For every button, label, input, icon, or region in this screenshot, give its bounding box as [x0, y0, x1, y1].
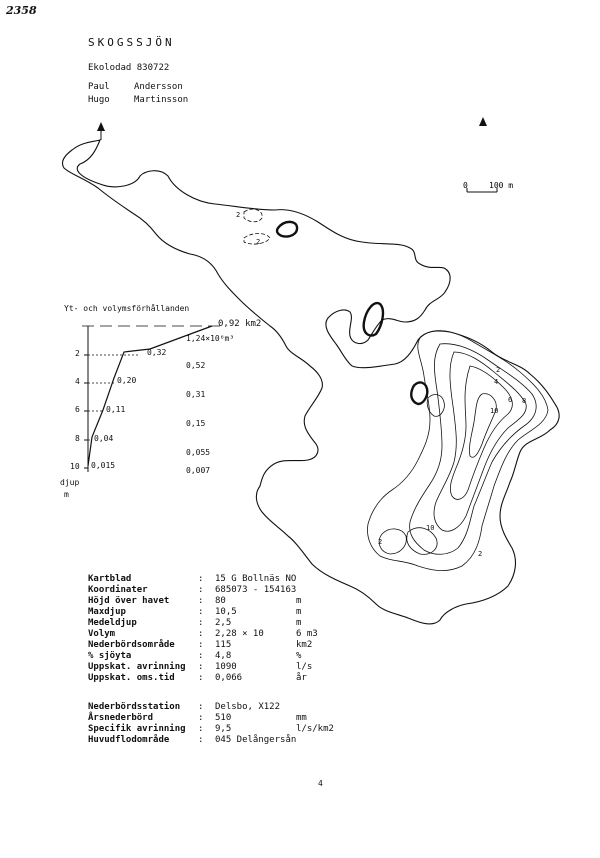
fact-unit: km2	[296, 640, 313, 650]
contour-label: 10	[426, 524, 435, 532]
page-number: 2358	[6, 4, 37, 17]
north-arrow-icon	[479, 117, 487, 126]
precip-value: Delsbo, X122	[215, 702, 281, 712]
fact-unit: m	[296, 607, 302, 617]
depth-contour-6m	[434, 352, 526, 531]
fact-unit: l/s	[296, 662, 313, 672]
volume-label: 0,055	[186, 448, 211, 457]
contour-label: 2	[256, 238, 261, 246]
surveyor-first-name: Hugo	[88, 95, 110, 105]
fact-unit: 6 m3	[296, 629, 318, 639]
precip-key: Specifik avrinning	[88, 724, 186, 734]
axis-label-unit: m	[64, 490, 69, 499]
precip-unit: mm	[296, 713, 307, 723]
contour-label: 2	[496, 366, 501, 374]
precip-value: 510	[215, 713, 232, 723]
precip-key: Huvudflodområde	[88, 735, 170, 745]
surveyor-first-name: Paul	[88, 82, 110, 92]
depth-tick-label: 2	[75, 349, 80, 358]
scale-end-label: 100 m	[489, 181, 514, 190]
volume-label: 1,24×10⁶m³	[186, 334, 235, 343]
depth-contour-2m-south	[379, 529, 406, 554]
contour-label: 4	[494, 378, 499, 386]
precip-value: 9,5	[215, 724, 232, 734]
depth-contour-8m	[450, 366, 512, 499]
depth-contour-10m	[469, 394, 499, 458]
depth-tick-label: 6	[75, 405, 80, 414]
fact-key: Kartblad	[88, 574, 132, 584]
precip-unit: l/s/km2	[296, 724, 334, 734]
survey-date: Ekolodad 830722	[88, 63, 170, 73]
fact-value: 4,8	[215, 651, 232, 661]
fact-key: Koordinater	[88, 585, 148, 595]
area-label: 0,11	[106, 405, 126, 414]
precip-key: Nederbördsstation	[88, 702, 181, 712]
fact-unit: m	[296, 596, 302, 606]
area-label: 0,04	[94, 434, 114, 443]
fact-unit: år	[296, 673, 307, 683]
fact-value: 1090	[215, 662, 237, 672]
contour-label: 2	[478, 550, 483, 558]
area-label: 0,92 km2	[218, 319, 262, 329]
fact-value: 2,28 × 10	[215, 629, 264, 639]
contour-label: 2	[378, 538, 383, 546]
surveyor-last-name: Andersson	[134, 82, 183, 92]
scale-start-label: 0	[463, 181, 468, 190]
lake-facts-table: Kartblad : 15 G Bollnäs NO Koordinater : 685073 - 154163 Höjd över havet : 80 m Maxdjup : 10,5 m Medeldjup : 2,5 m Volym : 2,28 × 10 6 m3 Nederbördsområde : 115 km2 % sjöyta : 4,8 % Uppskat. avrinning : 1090 l/s Uppskat. oms.tid : 0,066 år	[88, 574, 318, 683]
volume-label: 0,31	[186, 390, 206, 399]
fact-value: 80	[215, 596, 226, 606]
fact-value: 15 G Bollnäs NO	[215, 574, 297, 584]
contour-label: 2	[236, 211, 241, 219]
area-label: 0,32	[147, 348, 167, 357]
scale-bar	[463, 181, 513, 192]
depth-tick-label: 10	[70, 462, 80, 471]
axis-label-depth: djup	[60, 478, 80, 487]
depth-tick-label: 8	[75, 434, 80, 443]
area-label: 0,015	[91, 461, 116, 470]
contour-label: 10	[490, 407, 499, 415]
precip-key: Årsnederbörd	[88, 713, 154, 723]
lake-name-title: SKOGSSJÖN	[88, 36, 175, 49]
fact-key: % sjöyta	[88, 651, 132, 661]
fact-key: Volym	[88, 629, 116, 639]
graph-title: Yt- och volymsförhållanden	[64, 304, 190, 313]
fact-key: Höjd över havet	[88, 596, 170, 606]
fact-value: 115	[215, 640, 232, 650]
volume-label: 0,52	[186, 361, 206, 370]
depth-contour-4m	[410, 344, 537, 555]
island	[277, 222, 297, 237]
lake-shoreline	[62, 140, 559, 624]
surveyor-last-name: Martinsson	[134, 95, 189, 105]
fact-value: 685073 - 154163	[215, 585, 297, 595]
fact-unit: %	[296, 651, 302, 661]
north-arrow-icon	[97, 122, 105, 140]
volume-label: 0,007	[186, 466, 211, 475]
contour-labels	[236, 211, 526, 558]
contour-label: 8	[522, 397, 527, 405]
fact-key: Maxdjup	[88, 607, 126, 617]
island	[411, 383, 427, 404]
fact-key: Uppskat. oms.tid	[88, 673, 175, 683]
fact-key: Nederbördsområde	[88, 640, 175, 650]
depth-tick-label: 4	[75, 377, 80, 386]
fact-unit: m	[296, 618, 302, 628]
shallow-area	[244, 209, 262, 222]
fact-value: 0,066	[215, 673, 243, 683]
footer-page-number: 4	[318, 779, 323, 788]
fact-key: Medeldjup	[88, 618, 137, 628]
precip-value: 045 Delångersån	[215, 735, 297, 745]
precipitation-table: Nederbördsstation : Delsbo, X122 Årsnederbörd : 510 mm Specifik avrinning : 9,5 l/s/km2 Huvudflodområde : 045 Delångersån	[88, 702, 334, 745]
area-label: 0,20	[117, 376, 137, 385]
contour-label: 6	[508, 396, 513, 404]
fact-value: 10,5	[215, 607, 237, 617]
volume-label: 0,15	[186, 419, 206, 428]
fact-key: Uppskat. avrinning	[88, 662, 186, 672]
fact-value: 2,5	[215, 618, 232, 628]
